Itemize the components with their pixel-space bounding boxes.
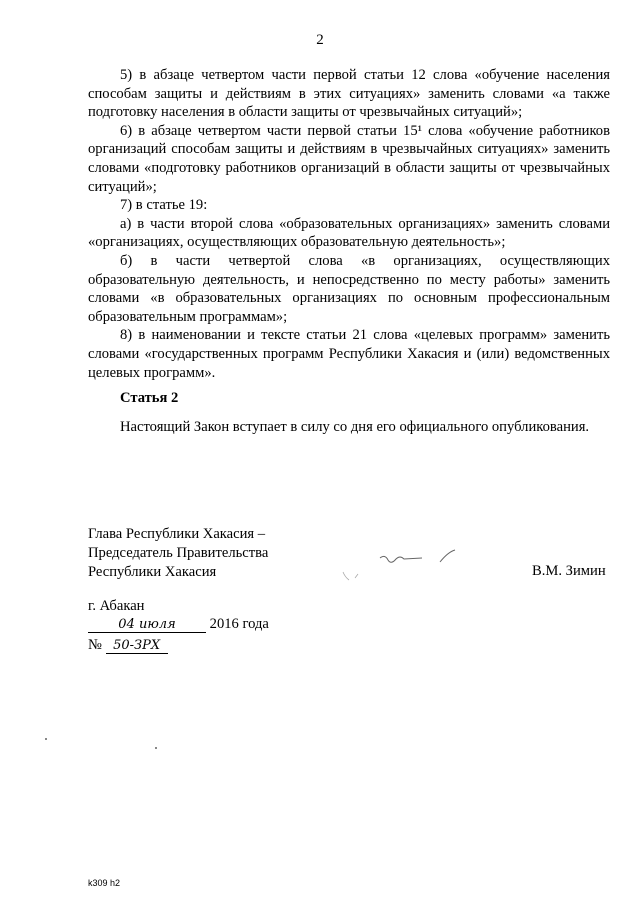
handwritten-number: 50-ЗРХ	[106, 638, 168, 654]
paragraph-6: 6) в абзаце четвертом части первой статьи 15¹ слова «обучение работников организаций способам защиты и действиям в чрезвычайных ситуациях» заменить словами «подготовку работников организаций в области защиты от чрезвычайных ситуаций»;	[88, 122, 610, 195]
handwritten-date: 04 июля	[88, 617, 206, 633]
signatory-name: В.М. Зимин	[532, 563, 606, 579]
handwritten-signature	[335, 548, 495, 588]
signatory-title	[88, 525, 268, 582]
paragraph-7a: а) в части второй слова «образовательных организациях» заменить словами «организациях, осуществляющих образовательную деятельность»;	[88, 215, 610, 251]
article-heading: Статья 2	[120, 390, 179, 406]
scan-speck	[45, 738, 47, 740]
paragraph-8: 8) в наименовании и тексте статьи 21 слова «целевых программ» заменить словами «государственных программ Республики Хакасия и (или) ведомственных целевых программ».	[88, 327, 610, 381]
law-number-line	[88, 637, 168, 654]
paragraph-5: 5) в абзаце четвертом части первой статьи 12 слова «обучение населения способам защиты и действиям в этих ситуациях» заменить словами «а также подготовку населения в области защиты от чрезвычайных ситуаций»;	[88, 67, 610, 121]
page-number: 2	[316, 32, 324, 48]
paragraph-7: 7) в статье 19:	[120, 197, 208, 214]
signatory-line-3: Республики Хакасия	[88, 564, 217, 580]
date-line	[88, 616, 269, 633]
date-year: 2016 года	[209, 616, 269, 632]
number-sign: №	[88, 637, 102, 653]
article-text: Настоящий Закон вступает в силу со дня его официального опубликования.	[120, 419, 590, 435]
footer-code: k309 h2	[88, 878, 121, 888]
signatory-line-1: Глава Республики Хакасия –	[88, 526, 266, 542]
scan-speck	[155, 747, 157, 749]
signatory-line-2: Председатель Правительства	[88, 545, 269, 561]
place: г. Абакан	[88, 598, 145, 614]
amendments-text	[88, 66, 610, 382]
paragraph-7b: б) в части четвертой слова «в организациях, осуществляющих образовательную деятельность, и непосредственно по месту работы» заменить словами «в образовательных организациях по основным профессиональным образовательным программам»;	[88, 252, 610, 325]
